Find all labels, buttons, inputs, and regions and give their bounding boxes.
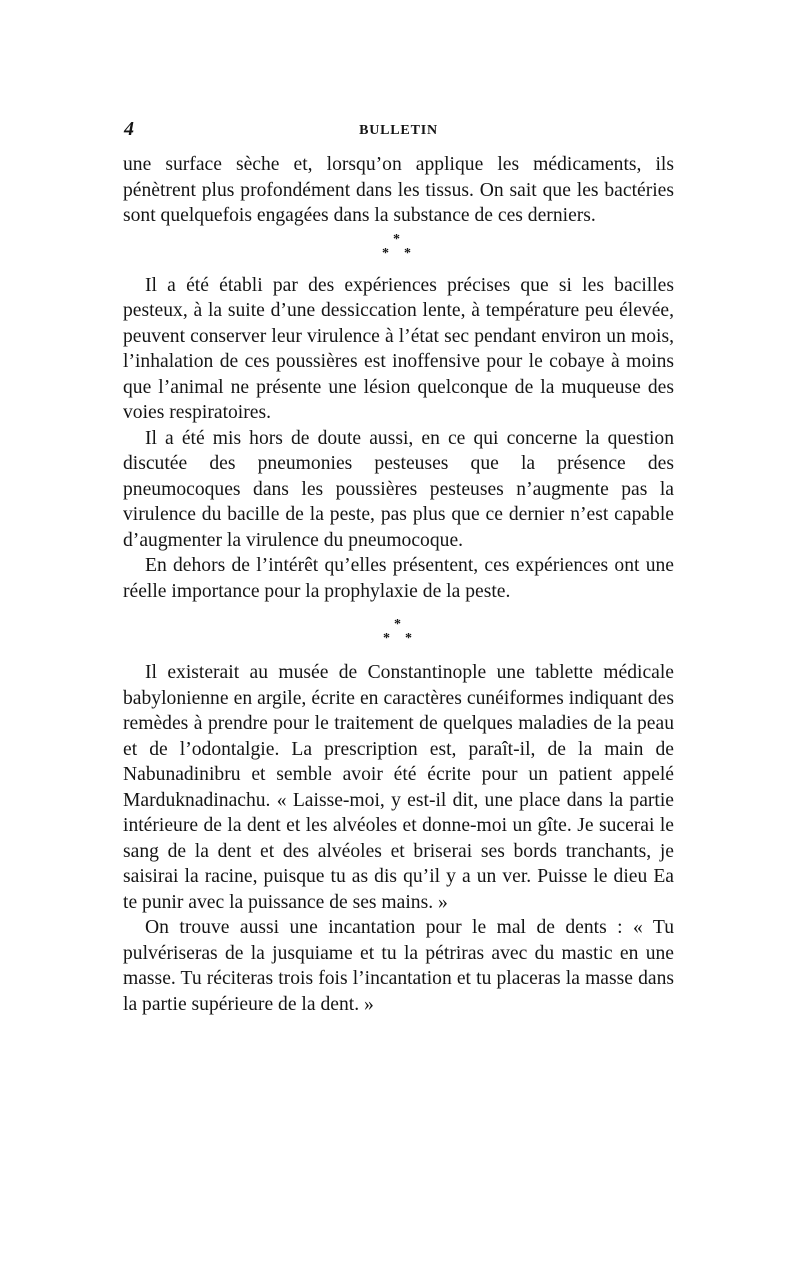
section-break-asterism — [123, 231, 674, 269]
paragraph-pneumococci: Il a été mis hors de doute aussi, en ce qui concerne la question discutée des pneumonies pesteuses que la présence des pneumocoques dans les poussières pesteuses n’augmente pas la virulence du bacille de la peste, pas plus que ce dernier n’est capable d’augmenter la virulence du pneumocoque. — [123, 427, 674, 551]
asterism-star: * — [404, 245, 411, 261]
paragraph-continuation: une surface sèche et, lorsqu’on applique les médicaments, ils pénètrent plus profondément dans les tissus. On sait que les bactéries sont quelquefois engagées dans la substance de ces derniers. — [123, 154, 674, 226]
page — [123, 118, 674, 1017]
asterism-star: * — [383, 631, 390, 646]
paragraph-incantation: On trouve aussi une incantation pour le mal de dents : « Tu pulvériseras de la jusquiame et tu la pétriras avec du mastic en une masse. Tu réciteras trois fois l’incantation et tu placeras la masse dans la partie supérieure de la dent. » — [123, 917, 674, 1015]
asterism-star: * — [394, 617, 401, 632]
paragraph-plague-dust-experiment: Il a été établi par des expériences précises que si les bacilles pesteux, à la suite d’une dessiccation lente, à température peu élevée, peuvent conserver leur virulence à l’état sec pendant environ un mois, l’inhalation de ces poussières est inoffensive pour le cobaye à moins que l’animal ne présente une lésion quelconque de la muqueuse des voies respiratoires. — [123, 274, 674, 423]
running-title: BULLETIN — [359, 123, 438, 138]
paragraph-prophylaxis: En dehors de l’intérêt qu’elles présentent, ces expériences ont une réelle importance pour la prophylaxie de la peste. — [123, 555, 674, 602]
page-number: 4 — [124, 118, 134, 140]
running-head — [123, 118, 674, 144]
asterism-star: * — [405, 631, 412, 646]
paragraph-babylonian-tablet: Il existerait au musée de Constantinople une tablette médicale babylonienne en argile, écrite en caractères cunéiformes indiquant des remèdes à prendre pour le traitement de quelques maladies de la peau et de l’odontalgie. La prescription est, paraît-il, de la main de Nabunadinibru et semble avoir été écrite pour un patient appelé Marduknadinachu. « Laisse-moi, y est-il dit, une place dans la partie intérieure de la dent et les alvéoles et donne-moi un gîte. Je sucerai le sang de la dent et des alvéoles et briserai ses bords tranchants, je saisirai la racine, puisque tu as dis qu’il y a un ver. Puisse le dieu Ea te punir avec la puissance de ses mains. » — [123, 662, 674, 913]
asterism-star: * — [393, 231, 400, 247]
asterism-star: * — [382, 245, 389, 261]
section-break-asterism — [123, 612, 674, 656]
